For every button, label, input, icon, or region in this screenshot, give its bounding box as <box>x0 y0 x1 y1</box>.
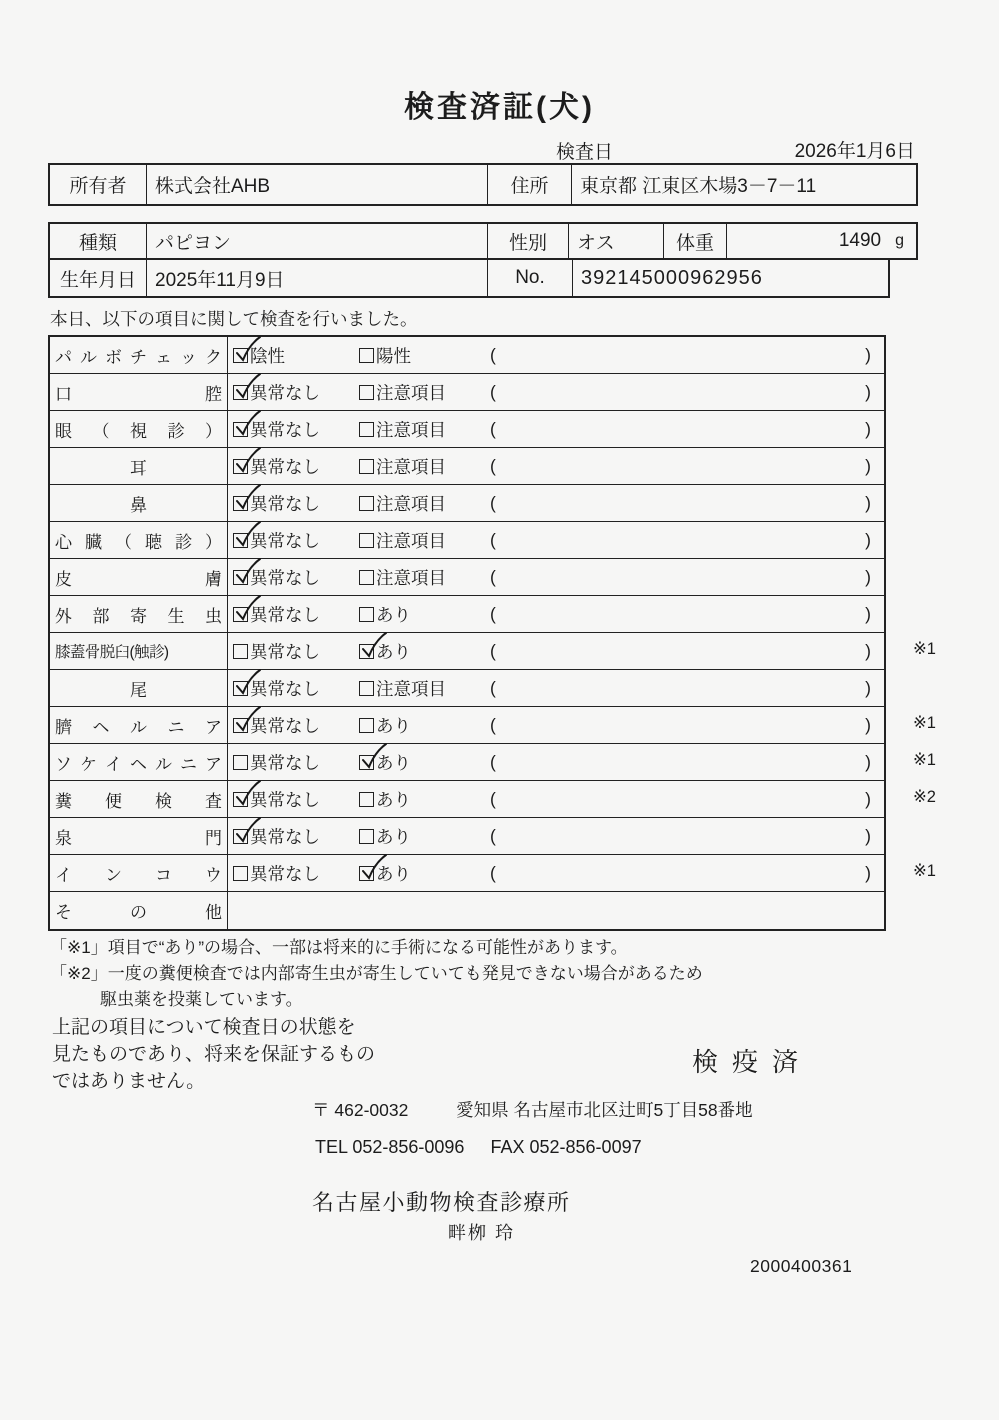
exam-option-label: 注意項目 <box>376 419 446 440</box>
exam-option <box>233 380 359 405</box>
exam-option <box>233 676 359 701</box>
inspection-date-value: 2026年1月6日 <box>794 141 915 162</box>
exam-option <box>359 824 490 849</box>
exam-option <box>359 565 490 590</box>
remarks-paren-open: ( <box>490 455 496 476</box>
unchecked-checkbox-icon <box>359 459 374 474</box>
remarks-paren-open: ( <box>490 566 496 587</box>
remarks-paren-open: ( <box>490 529 496 550</box>
remarks-paren-close: ) <box>865 603 871 624</box>
id-number-value: 392145000962956 <box>581 266 763 289</box>
remarks-paren-close: ) <box>865 714 871 735</box>
weight-unit: g <box>895 232 904 249</box>
clinic-address-line <box>312 1097 753 1122</box>
exam-item-label: パ ル ボ チ ェ ッ ク <box>50 337 228 373</box>
checked-checkbox-icon <box>233 607 248 622</box>
exam-option <box>359 750 490 775</box>
check-mark-icon <box>232 780 262 810</box>
unchecked-checkbox-icon <box>233 866 248 881</box>
exam-option-label: 異常なし <box>250 456 320 477</box>
birthdate-label: 生年月日 <box>50 260 147 296</box>
exam-option-label: あり <box>376 715 411 736</box>
check-mark-icon <box>358 854 388 884</box>
checked-checkbox-icon <box>233 792 248 807</box>
exam-option <box>359 602 490 627</box>
clinic-fax: FAX 052-856-0097 <box>490 1137 642 1157</box>
checked-checkbox-icon <box>359 755 374 770</box>
unchecked-checkbox-icon <box>359 348 374 363</box>
exam-item-label: 心 臓 （ 聴 診 ） <box>50 522 228 558</box>
table-row <box>50 707 936 744</box>
address-value: 東京都 江東区木場3－7－11 <box>580 176 817 197</box>
exam-table <box>48 335 936 931</box>
owner-table <box>48 163 918 206</box>
checked-checkbox-icon <box>233 533 248 548</box>
exam-option <box>233 528 359 553</box>
unchecked-checkbox-icon <box>359 607 374 622</box>
unchecked-checkbox-icon <box>233 755 248 770</box>
intro-sentence: 本日、以下の項目に関して検査を行いました。 <box>50 309 418 329</box>
check-mark-icon <box>232 669 262 699</box>
exam-row-content <box>228 411 884 447</box>
clinic-postal-code: 462-0032 <box>334 1100 409 1120</box>
remarks-paren-open: ( <box>490 603 496 624</box>
unchecked-checkbox-icon <box>359 829 374 844</box>
exam-item-label: イ ン コ ウ <box>50 855 228 891</box>
remarks-paren-open: ( <box>490 825 496 846</box>
table-row <box>50 855 936 892</box>
table-row <box>50 559 884 596</box>
check-mark-icon <box>232 558 262 588</box>
table-row <box>50 892 884 929</box>
exam-option-label: 注意項目 <box>376 567 446 588</box>
remarks-paren-close: ) <box>865 640 871 661</box>
exam-option <box>359 454 490 479</box>
remarks-paren-open: ( <box>490 862 496 883</box>
exam-option <box>359 787 490 812</box>
exam-option-label: 異常なし <box>250 493 320 514</box>
exam-option-label: 異常なし <box>250 567 320 588</box>
exam-option-label: あり <box>376 863 411 884</box>
check-mark-icon <box>358 743 388 773</box>
owner-value: 株式会社AHB <box>147 165 488 204</box>
pet-info-row-2 <box>48 260 890 298</box>
exam-option-label: 異常なし <box>250 826 320 847</box>
remarks-paren-close: ) <box>865 677 871 698</box>
table-row <box>50 633 936 670</box>
check-mark-icon <box>232 336 262 366</box>
checked-checkbox-icon <box>233 829 248 844</box>
exam-item-label: 耳 <box>50 448 228 484</box>
weight-value: 1490 <box>838 230 882 251</box>
exam-option <box>233 639 359 664</box>
breed-value: パピヨン <box>147 224 488 258</box>
clinic-name: 名古屋小動物検査診療所 <box>312 1190 571 1215</box>
exam-row-content <box>228 522 884 558</box>
unchecked-checkbox-icon <box>359 570 374 585</box>
exam-item-label: 鼻 <box>50 485 228 521</box>
footnote-1: 「※1」項目で“あり”の場合、一部は将来的に手術になる可能性があります。 <box>50 938 628 957</box>
exam-option <box>359 417 490 442</box>
exam-item-label: ソ ケ イ ヘ ル ニ ア <box>50 744 228 780</box>
check-mark-icon <box>232 410 262 440</box>
exam-item-label: 口 腔 <box>50 374 228 410</box>
checked-checkbox-icon <box>233 718 248 733</box>
exam-option-label: 異常なし <box>250 530 320 551</box>
checked-checkbox-icon <box>233 459 248 474</box>
table-row <box>50 337 884 374</box>
table-row <box>50 411 884 448</box>
remarks-paren-close: ) <box>865 751 871 772</box>
exam-item-label: 糞 便 検 査 <box>50 781 228 817</box>
exam-option-label: 異常なし <box>250 604 320 625</box>
unchecked-checkbox-icon <box>359 533 374 548</box>
exam-row-content <box>228 485 884 521</box>
checked-checkbox-icon <box>233 422 248 437</box>
remarks-paren-open: ( <box>490 418 496 439</box>
table-row <box>50 522 884 559</box>
exam-option-label: 陰性 <box>250 345 285 366</box>
exam-option <box>359 343 490 368</box>
check-mark-icon <box>358 632 388 662</box>
exam-option <box>233 417 359 442</box>
check-mark-icon <box>232 706 262 736</box>
footnote-marker: ※1 <box>912 862 936 880</box>
check-mark-icon <box>232 595 262 625</box>
table-row <box>50 485 884 522</box>
quarantine-stamp: 検疫済 <box>692 1047 813 1077</box>
exam-option <box>359 380 490 405</box>
exam-item-label: 眼 （ 視 診 ） <box>50 411 228 447</box>
clinic-address: 愛知県 名古屋市北区辻町5丁目58番地 <box>456 1100 753 1120</box>
unchecked-checkbox-icon <box>359 496 374 511</box>
sex-value: オス <box>569 224 664 258</box>
exam-option <box>359 528 490 553</box>
exam-option-label: 異常なし <box>250 382 320 403</box>
remarks-paren-close: ) <box>865 344 871 365</box>
exam-option <box>233 454 359 479</box>
unchecked-checkbox-icon <box>233 644 248 659</box>
exam-row-content <box>228 818 884 854</box>
exam-row-content <box>228 892 884 929</box>
exam-option-label: 注意項目 <box>376 530 446 551</box>
checked-checkbox-icon <box>233 385 248 400</box>
exam-row-content <box>228 670 884 706</box>
checked-checkbox-icon <box>359 866 374 881</box>
exam-row-content <box>228 744 884 780</box>
remarks-paren-open: ( <box>490 751 496 772</box>
checked-checkbox-icon <box>233 681 248 696</box>
exam-option <box>233 713 359 738</box>
footnote-marker: ※1 <box>912 714 936 732</box>
unchecked-checkbox-icon <box>359 681 374 696</box>
check-mark-icon <box>232 484 262 514</box>
exam-option-label: 異常なし <box>250 752 320 773</box>
exam-row-content <box>228 374 884 410</box>
exam-option-label: 異常なし <box>250 641 320 662</box>
checked-checkbox-icon <box>233 348 248 363</box>
exam-option-label: 陽性 <box>376 345 411 366</box>
table-row <box>50 374 884 411</box>
owner-label: 所有者 <box>50 165 147 204</box>
exam-option-label: 異常なし <box>250 419 320 440</box>
disclaimer-line: 見たものであり、将来を保証するもの <box>52 1044 376 1065</box>
exam-option-label: 異常なし <box>250 715 320 736</box>
remarks-paren-close: ) <box>865 455 871 476</box>
exam-option <box>359 676 490 701</box>
remarks-paren-open: ( <box>490 788 496 809</box>
exam-option-label: 異常なし <box>250 789 320 810</box>
serial-number: 2000400361 <box>750 1256 853 1276</box>
disclaimer-text <box>52 1014 375 1095</box>
exam-item-label: 膝蓋骨脱臼(触診) <box>50 633 228 669</box>
exam-option <box>359 713 490 738</box>
clinic-phone-line <box>315 1137 642 1158</box>
exam-option <box>233 787 359 812</box>
exam-option <box>233 343 359 368</box>
certificate-title: 検査済証(犬) <box>404 91 595 124</box>
remarks-paren-close: ) <box>865 381 871 402</box>
exam-row-content <box>228 596 884 632</box>
exam-option <box>233 491 359 516</box>
exam-option-label: 注意項目 <box>376 493 446 514</box>
exam-option <box>359 491 490 516</box>
disclaimer-line: 上記の項目について検査日の状態を <box>52 1017 356 1038</box>
exam-option-label: あり <box>376 826 411 847</box>
exam-row-content <box>228 633 884 669</box>
footnote-marker: ※1 <box>912 751 936 769</box>
exam-option <box>233 565 359 590</box>
breed-label: 種類 <box>50 224 147 258</box>
exam-option-label: あり <box>376 604 411 625</box>
remarks-paren-close: ) <box>865 529 871 550</box>
footnote-2-line1: 「※2」一度の糞便検査では内部寄生虫が寄生していても発見できない場合があるため <box>50 964 703 983</box>
exam-option-label: 注意項目 <box>376 382 446 403</box>
sex-label: 性別 <box>488 224 569 258</box>
table-row <box>50 781 936 818</box>
remarks-paren-close: ) <box>865 825 871 846</box>
remarks-paren-open: ( <box>490 492 496 513</box>
exam-option <box>233 750 359 775</box>
check-mark-icon <box>232 521 262 551</box>
remarks-paren-open: ( <box>490 677 496 698</box>
unchecked-checkbox-icon <box>359 792 374 807</box>
inspection-date-label: 検査日 <box>556 142 614 163</box>
exam-row-content <box>228 707 884 743</box>
remarks-paren-close: ) <box>865 862 871 883</box>
veterinarian-name: 畔栁 玲 <box>448 1223 516 1243</box>
exam-option <box>233 602 359 627</box>
exam-option <box>359 861 490 886</box>
remarks-paren-open: ( <box>490 344 496 365</box>
table-row <box>50 670 884 707</box>
checked-checkbox-icon <box>233 570 248 585</box>
id-number-label: No. <box>488 260 573 296</box>
exam-option-label: 注意項目 <box>376 456 446 477</box>
clinic-tel: TEL 052-856-0096 <box>315 1137 465 1157</box>
exam-item-label: 外 部 寄 生 虫 <box>50 596 228 632</box>
table-row <box>50 744 936 781</box>
remarks-paren-open: ( <box>490 381 496 402</box>
postal-mark-icon: 〒 <box>312 1100 330 1120</box>
exam-option-label: 注意項目 <box>376 678 446 699</box>
exam-option-label: あり <box>376 789 411 810</box>
unchecked-checkbox-icon <box>359 422 374 437</box>
checked-checkbox-icon <box>233 496 248 511</box>
exam-option-label: 異常なし <box>250 863 320 884</box>
exam-option <box>359 639 490 664</box>
address-label: 住所 <box>488 165 572 204</box>
exam-row-content <box>228 337 884 373</box>
pet-info-row-1 <box>48 222 918 260</box>
table-row <box>50 596 884 633</box>
exam-row-content <box>228 448 884 484</box>
check-mark-icon <box>232 817 262 847</box>
exam-option-label: あり <box>376 641 411 662</box>
unchecked-checkbox-icon <box>359 385 374 400</box>
remarks-paren-close: ) <box>865 492 871 513</box>
exam-row-content <box>228 855 884 891</box>
exam-option-label: あり <box>376 752 411 773</box>
weight-label: 体重 <box>664 224 727 258</box>
remarks-paren-close: ) <box>865 788 871 809</box>
footnote-marker: ※1 <box>912 640 936 658</box>
disclaimer-line: ではありません。 <box>52 1071 206 1092</box>
remarks-paren-close: ) <box>865 418 871 439</box>
exam-item-label: 皮 膚 <box>50 559 228 595</box>
exam-option <box>233 861 359 886</box>
unchecked-checkbox-icon <box>359 718 374 733</box>
check-mark-icon <box>232 373 262 403</box>
exam-option <box>233 824 359 849</box>
check-mark-icon <box>232 447 262 477</box>
remarks-paren-close: ) <box>865 566 871 587</box>
footnote-2-line2: 駆虫薬を投薬しています。 <box>100 990 303 1009</box>
exam-item-label: 尾 <box>50 670 228 706</box>
weight-value-cell <box>727 224 916 258</box>
birthdate-value: 2025年11月9日 <box>147 260 488 296</box>
table-row <box>50 448 884 485</box>
exam-option-label: 異常なし <box>250 678 320 699</box>
exam-item-label: 臍 ヘ ル ニ ア <box>50 707 228 743</box>
footnote-marker: ※2 <box>912 788 936 806</box>
exam-row-content <box>228 781 884 817</box>
remarks-paren-open: ( <box>490 640 496 661</box>
exam-item-label: 泉 門 <box>50 818 228 854</box>
exam-item-label: そ の 他 <box>50 892 228 929</box>
checked-checkbox-icon <box>359 644 374 659</box>
remarks-paren-open: ( <box>490 714 496 735</box>
table-row <box>50 818 884 855</box>
exam-row-content <box>228 559 884 595</box>
